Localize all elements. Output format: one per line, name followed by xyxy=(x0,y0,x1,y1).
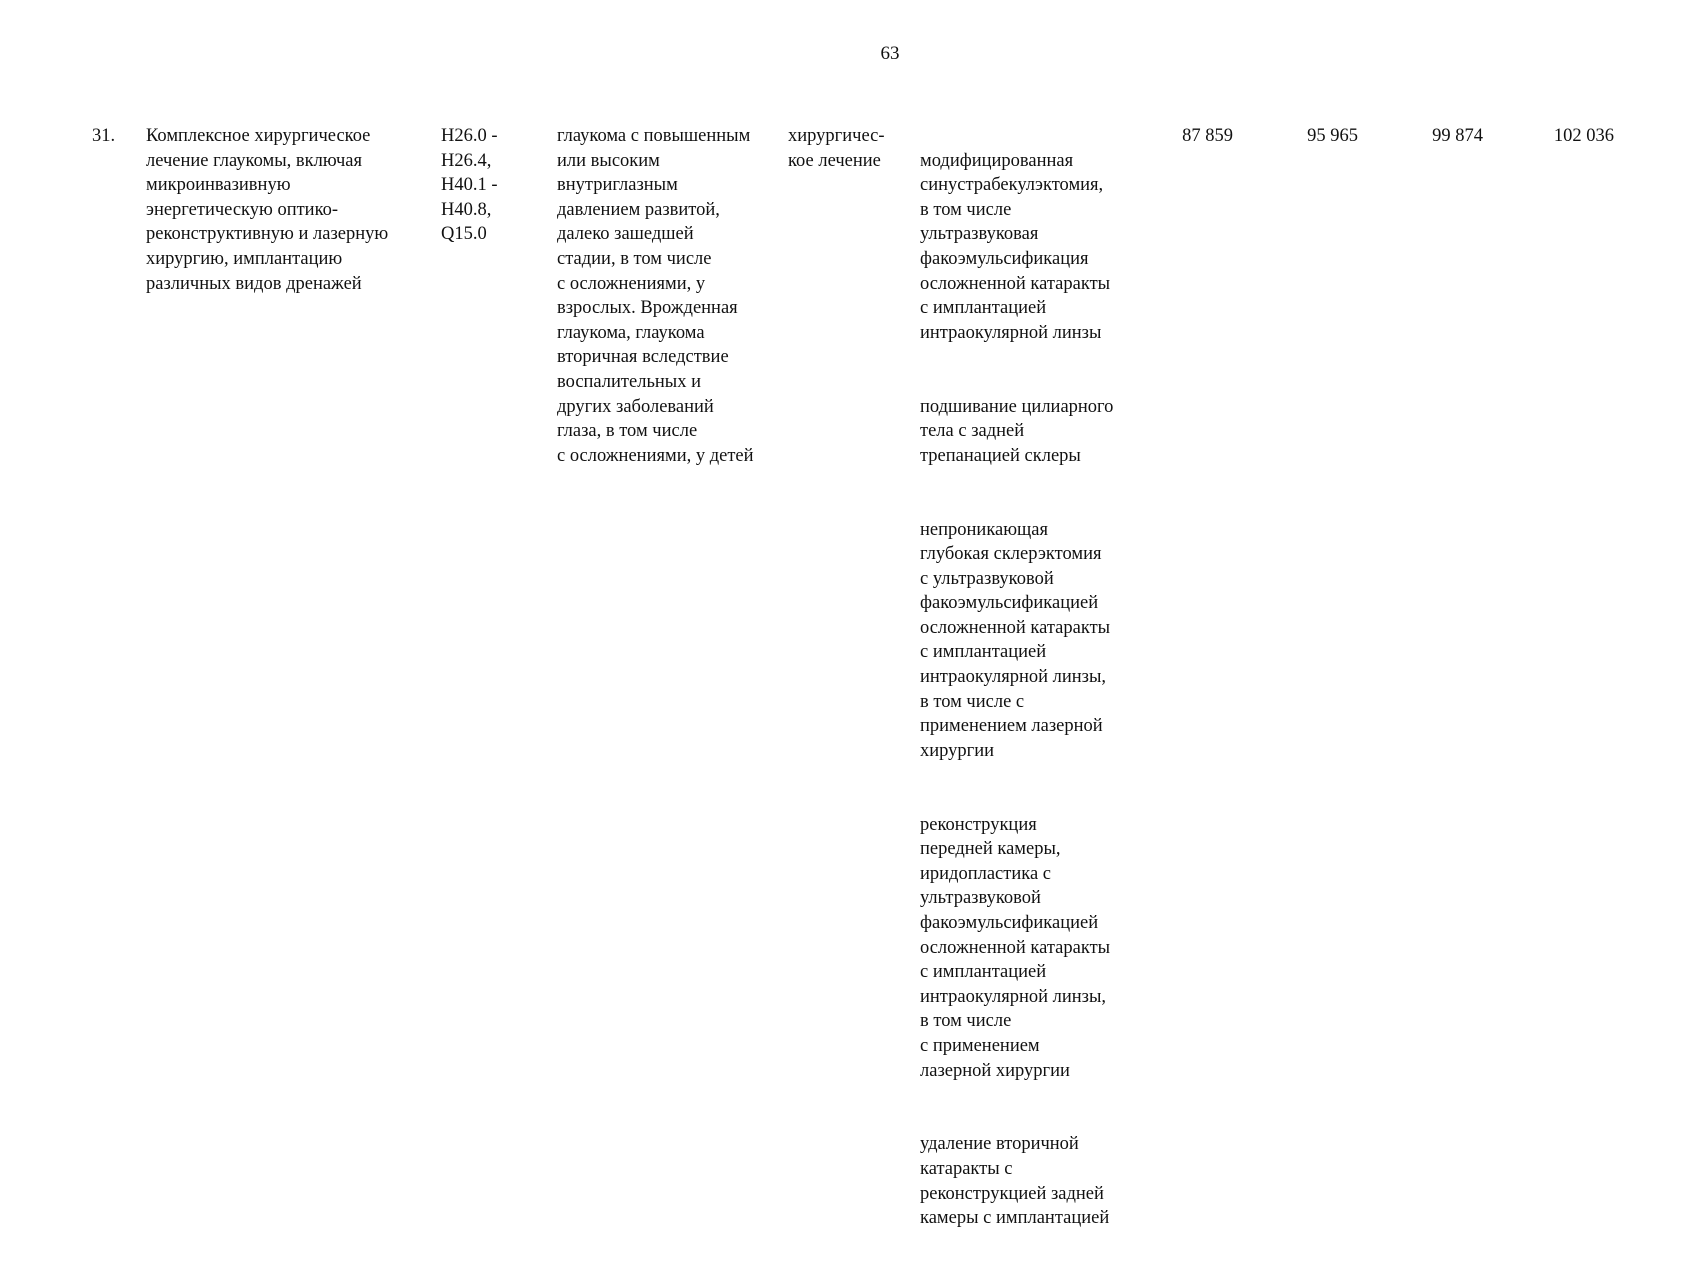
treatment-method: удаление вторичной катаракты с реконструкцией задней камеры с имплантацией xyxy=(920,1134,1110,1229)
treatment-method: реконструкция передней камеры, иридопластика с ультразвуковой факоэмульсификацией осложненной катаракты с имплантацией интраокулярной линзы, в том числе с применением лазерной хирургии xyxy=(920,814,1111,1081)
treatment-methods xyxy=(920,124,1155,1280)
price-value: 99 874 xyxy=(1432,126,1483,146)
treatment-method: модифицированная синустрабекулэктомия, в том числе ультразвуковая факоэмульсификация осложненной катаракты с имплантацией интраокулярной линзы xyxy=(920,150,1111,343)
diagnosis-codes: H26.0 - H26.4, H40.1 - H40.8, Q15.0 xyxy=(441,126,498,245)
treatment-method: непроникающая глубокая склерэктомия с ультразвуковой факоэмульсификацией осложненной катаракты с имплантацией интраокулярной линзы, в том числе с применением лазерной хирургии xyxy=(920,519,1111,761)
price-value: 87 859 xyxy=(1182,126,1233,146)
procedure-name: Комплексное хирургическое лечение глаукомы, включая микроинвазивную энергетическую оптико- реконструктивную и лазерную хирургию, имплантацию различных видов дренажей xyxy=(146,126,389,294)
treatment-type: хирургичес- кое лечение xyxy=(788,126,885,171)
price-value: 95 965 xyxy=(1307,126,1358,146)
patient-model: глаукома с повышенным или высоким внутриглазным давлением развитой, далеко зашедшей стадии, в том числе с осложнениями, у взрослых. Врожденная глаукома, глаукома вторичная вследствие воспалительных и других заболеваний глаза, в том числе с осложнениями, у детей xyxy=(557,126,754,466)
row-number: 31. xyxy=(92,126,116,146)
treatment-method: подшивание цилиарного тела с задней трепанацией склеры xyxy=(920,396,1114,466)
price-value: 102 036 xyxy=(1553,126,1614,146)
page-number: 63 xyxy=(880,43,900,64)
